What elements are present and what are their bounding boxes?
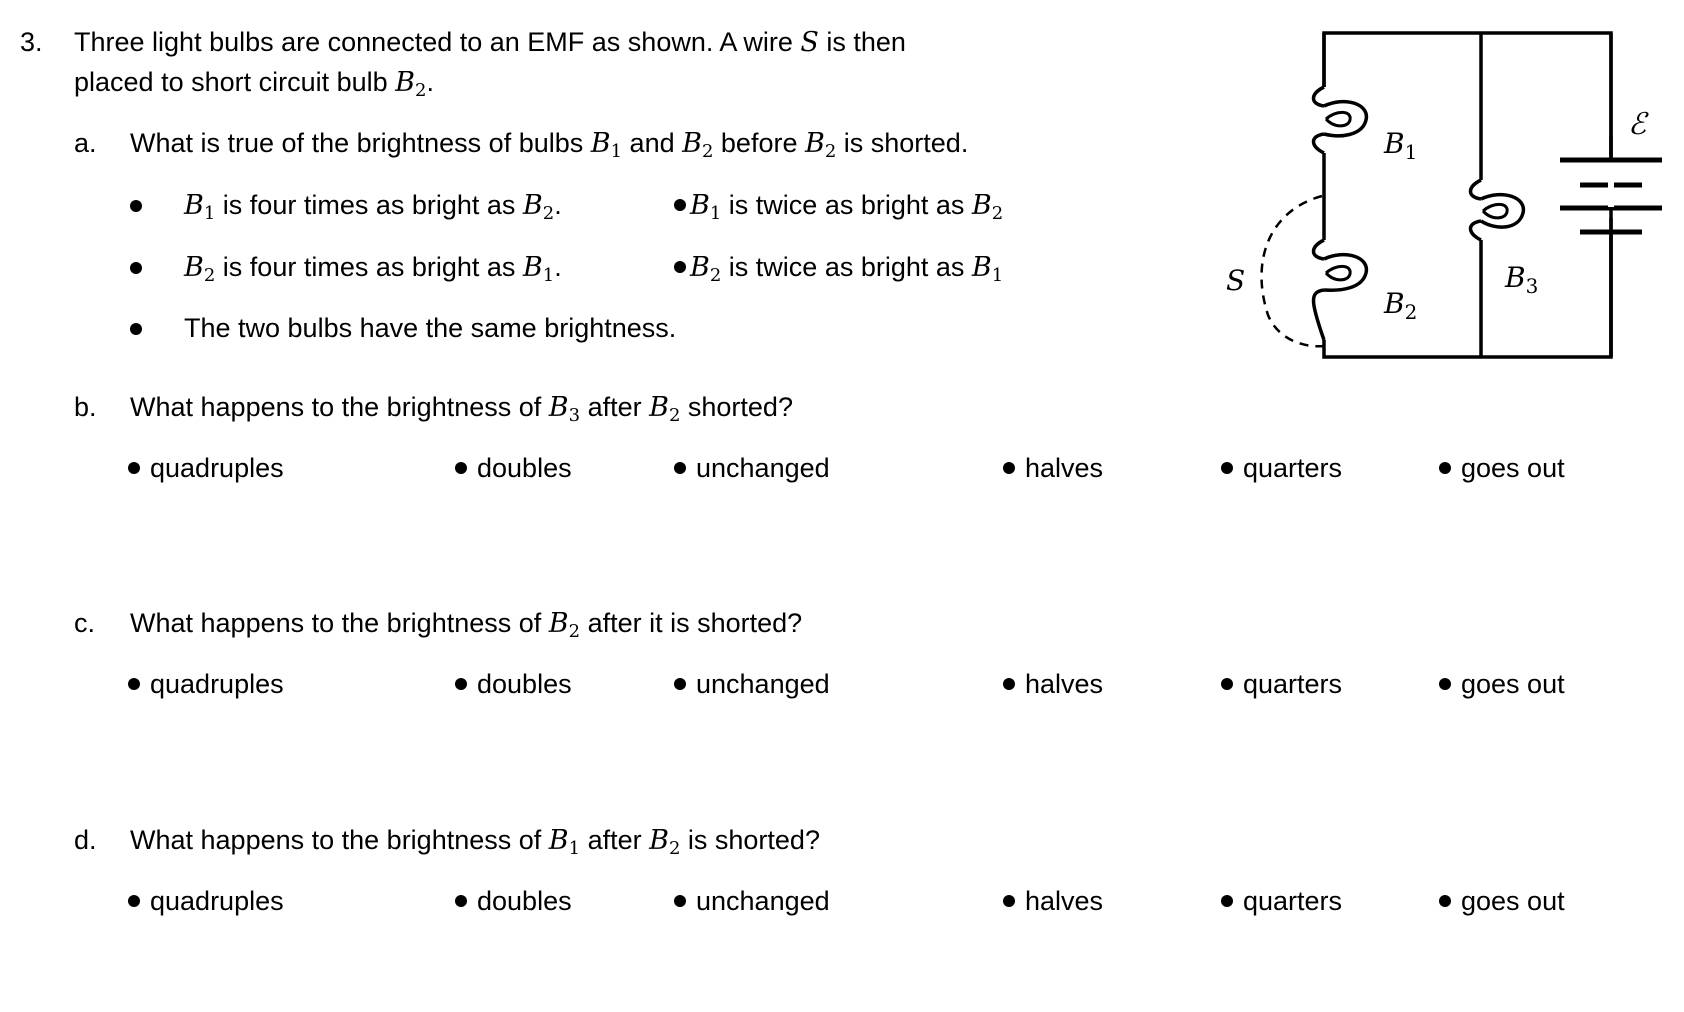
option-a5[interactable]: The two bulbs have the same brightness. <box>184 313 677 343</box>
part-b-letter: b. <box>74 392 97 422</box>
part-b-choice-unchanged[interactable]: unchanged <box>674 455 830 482</box>
part-d-choice-goes-out[interactable]: goes out <box>1439 888 1565 915</box>
stem-text-b: is then <box>818 27 906 57</box>
option-a3[interactable]: $B_2$ is four times as bright as $B_1$. <box>184 252 562 286</box>
part-d-choice-quadruples[interactable]: quadruples <box>128 888 284 915</box>
part-b-choice-quarters[interactable]: quarters <box>1221 455 1342 482</box>
bulb-b1-symbol <box>1314 87 1367 153</box>
stem-bulb-symbol: $B_2$ <box>395 67 427 101</box>
part-d-question: What happens to the brightness of $B_1$ after $B_2$ is shorted? <box>130 825 820 859</box>
battery-symbol <box>1560 160 1662 232</box>
question-stem-line1 <box>74 29 906 56</box>
part-b-choice-quadruples[interactable]: quadruples <box>128 455 284 482</box>
part-d-choice-unchanged[interactable]: unchanged <box>674 888 830 915</box>
part-a-question: What is true of the brightness of bulbs $B_1$ and $B_2$ before $B_2$ is shorted. <box>130 128 969 162</box>
part-c-letter: c. <box>74 608 96 638</box>
part-d-choice-doubles[interactable]: doubles <box>455 888 572 915</box>
stem-text-c: placed to short circuit bulb <box>74 67 396 97</box>
part-c-choice-unchanged[interactable]: unchanged <box>674 671 830 698</box>
part-c-choice-goes-out[interactable]: goes out <box>1439 671 1565 698</box>
option-a5-bullet[interactable] <box>130 323 142 335</box>
part-c-question: What happens to the brightness of $B_2$ after it is shorted? <box>130 608 803 642</box>
part-c-choice-quarters[interactable]: quarters <box>1221 671 1342 698</box>
part-a-letter: a. <box>74 128 97 158</box>
part-c-choice-halves[interactable]: halves <box>1003 671 1103 698</box>
part-d-choice-halves[interactable]: halves <box>1003 888 1103 915</box>
part-b-choice-doubles[interactable]: doubles <box>455 455 572 482</box>
stem-wire-symbol: S <box>800 27 819 58</box>
wire-bottom <box>1324 218 1611 357</box>
part-b-choice-halves[interactable]: halves <box>1003 455 1103 482</box>
label-b3: $B_3$ <box>1505 261 1539 298</box>
option-a2-bullet[interactable] <box>674 199 686 211</box>
question-number: 3. <box>20 27 43 57</box>
wire-left <box>1324 33 1611 160</box>
stem-text-a: Three light bulbs are connected to an EMF as shown. A wire <box>74 27 801 57</box>
bulb-b3-symbol <box>1471 180 1524 240</box>
label-b1: $B_1$ <box>1384 127 1418 164</box>
label-switch-s: S <box>1226 264 1246 297</box>
bulb-b2-symbol <box>1314 193 1367 340</box>
part-b-question: What happens to the brightness of $B_3$ after $B_2$ shorted? <box>130 392 793 426</box>
option-a2[interactable]: $B_1$ is twice as bright as $B_2$ <box>674 192 1003 223</box>
part-d-choice-quarters[interactable]: quarters <box>1221 888 1342 915</box>
part-d-letter: d. <box>74 825 97 855</box>
option-a3-bullet[interactable] <box>130 262 142 274</box>
part-c-choice-quadruples[interactable]: quadruples <box>128 671 284 698</box>
option-a1[interactable]: $B_1$ is four times as bright as $B_2$. <box>184 190 562 224</box>
label-emf: ℰ <box>1628 107 1647 142</box>
part-c-choice-doubles[interactable]: doubles <box>455 671 572 698</box>
label-b2: $B_2$ <box>1384 287 1418 324</box>
short-wire-s <box>1262 196 1324 346</box>
option-a4[interactable]: $B_2$ is twice as bright as $B_1$ <box>674 254 1003 285</box>
option-a1-bullet[interactable] <box>130 200 142 212</box>
stem-text-d: . <box>426 67 434 97</box>
part-b-choice-goes-out[interactable]: goes out <box>1439 455 1565 482</box>
question-stem-line2 <box>74 69 434 100</box>
option-a4-bullet[interactable] <box>674 261 686 273</box>
